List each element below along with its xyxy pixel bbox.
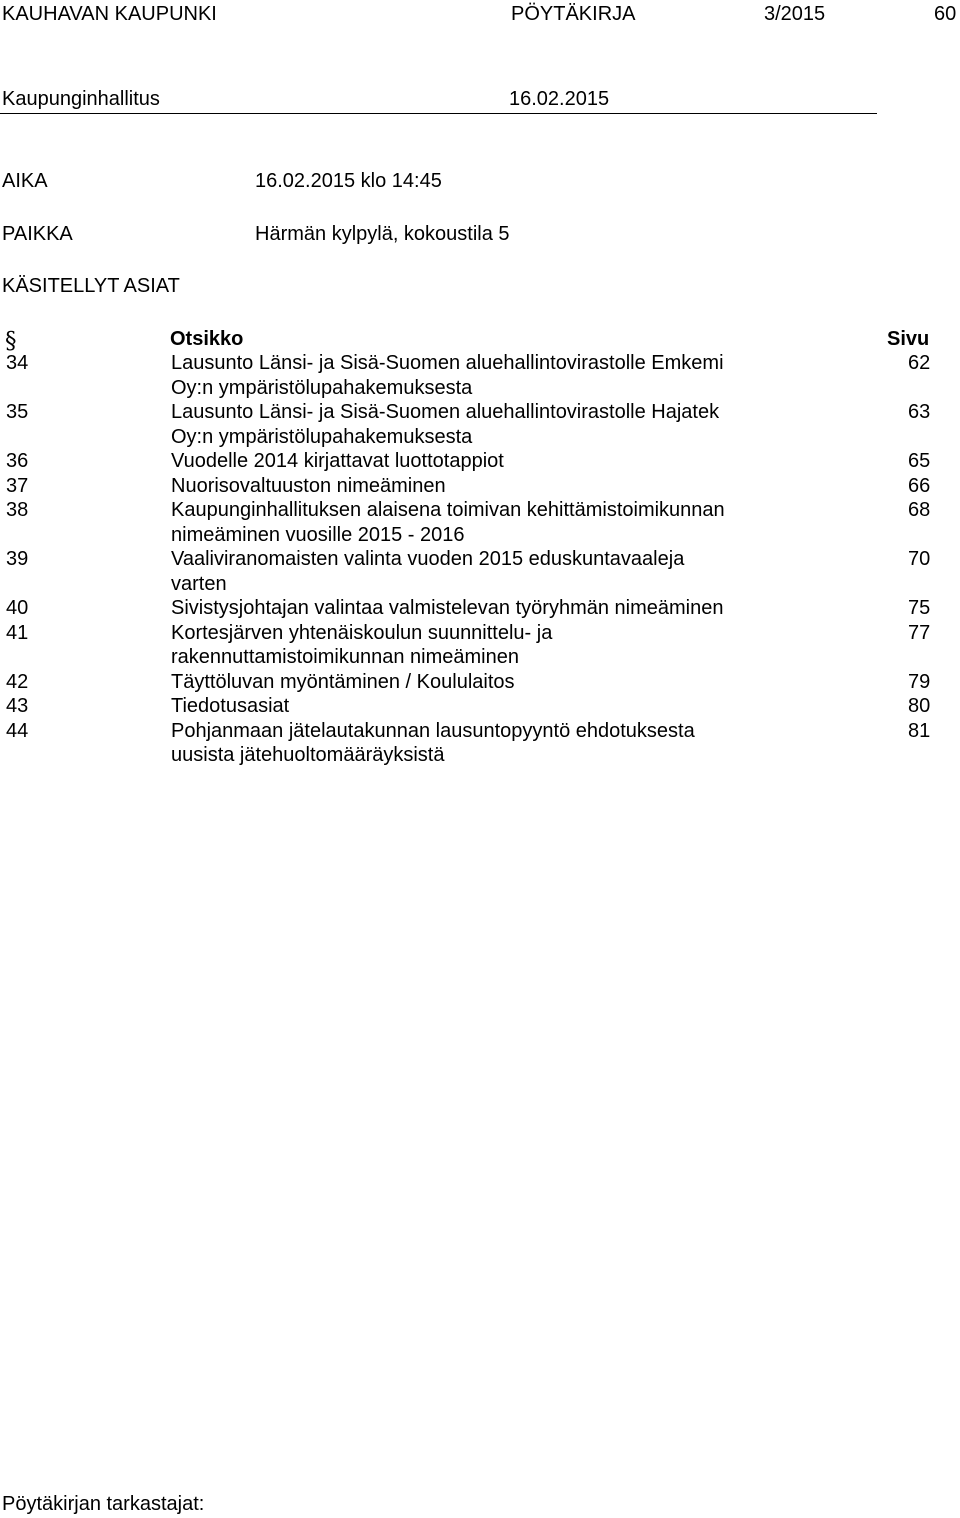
item-title: Kaupunginhallituksen alaisena toimivan kehittämistoimikunnan nimeäminen vuosille 2015 - 2016	[171, 499, 725, 546]
item-number: 40	[6, 597, 29, 619]
place-label: PAIKKA	[2, 223, 73, 245]
item-page: 75	[908, 597, 931, 619]
meeting-date: 16.02.2015	[509, 88, 610, 110]
item-title: Kortesjärven yhtenäiskoulun suunnittelu- ja rakennuttamistoimikunnan nimeäminen	[171, 621, 553, 668]
item-title: Täyttöluvan myöntäminen / Koululaitos	[171, 670, 515, 693]
item-page: 68	[908, 499, 931, 521]
item-page: 63	[908, 401, 931, 423]
agenda-item	[0, 596, 960, 621]
item-title: Lausunto Länsi- ja Sisä-Suomen aluehallintovirastolle Hajatek Oy:n ympäristölupahakemuksesta	[171, 401, 720, 448]
item-number: 34	[6, 352, 29, 374]
item-page: 66	[908, 474, 931, 497]
item-number: 37	[6, 474, 29, 497]
item-page: 79	[908, 670, 931, 693]
agenda-item	[0, 474, 960, 499]
time-label: AIKA	[2, 170, 48, 192]
item-number: 35	[6, 401, 29, 423]
agenda-item	[0, 449, 960, 474]
item-title: Sivistysjohtajan valintaa valmistelevan työryhmän nimeäminen	[171, 597, 724, 619]
item-page: 81	[908, 719, 931, 742]
agenda-item	[0, 400, 960, 449]
header-divider	[0, 113, 877, 114]
item-number: 38	[6, 499, 29, 521]
municipality-name: KAUHAVAN KAUPUNKI	[2, 3, 217, 25]
signature-label: Pöytäkirjan tarkastajat:	[2, 1493, 205, 1515]
item-title: Vuodelle 2014 kirjattavat luottotappiot	[171, 450, 504, 472]
item-title: Pohjanmaan jätelautakunnan lausuntopyyntö ehdotuksesta uusista jätehuoltomääräyksistä	[171, 719, 695, 766]
item-page: 77	[908, 621, 931, 644]
agenda-item	[0, 670, 960, 695]
item-page: 80	[908, 695, 931, 717]
item-number: 42	[6, 670, 29, 693]
item-title: Nuorisovaltuuston nimeäminen	[171, 474, 446, 497]
item-title: Tiedotusasiat	[171, 695, 290, 717]
agenda-item	[0, 351, 960, 400]
item-number: 41	[6, 621, 29, 644]
agenda-item	[0, 547, 960, 596]
agenda-item	[0, 498, 960, 547]
item-number: 39	[6, 548, 29, 570]
section-sign-icon: §	[5, 328, 17, 354]
minutes-number: 3/2015	[764, 3, 826, 25]
column-header-title: Otsikko	[170, 328, 244, 350]
item-number: 36	[6, 450, 29, 472]
item-page: 62	[908, 352, 931, 374]
item-page: 70	[908, 548, 931, 570]
time-value: 16.02.2015 klo 14:45	[255, 170, 442, 192]
item-number: 43	[6, 695, 29, 717]
item-number: 44	[6, 719, 29, 742]
agenda-item	[0, 719, 960, 768]
item-title: Vaaliviranomaisten valinta vuoden 2015 eduskuntavaaleja varten	[171, 548, 685, 595]
page-number: 60	[934, 3, 957, 25]
handled-items-heading: KÄSITELLYT ASIAT	[2, 275, 180, 297]
document-type: PÖYTÄKIRJA	[511, 3, 636, 25]
agenda-item	[0, 621, 960, 670]
column-header-page: Sivu	[887, 328, 930, 350]
item-title: Lausunto Länsi- ja Sisä-Suomen aluehallintovirastolle Emkemi Oy:n ympäristölupahakemuksesta	[171, 352, 724, 399]
agenda-item	[0, 694, 960, 719]
agenda-list	[0, 351, 960, 768]
governing-body: Kaupunginhallitus	[2, 88, 160, 110]
place-value: Härmän kylpylä, kokoustila 5	[255, 223, 510, 245]
item-page: 65	[908, 450, 931, 472]
